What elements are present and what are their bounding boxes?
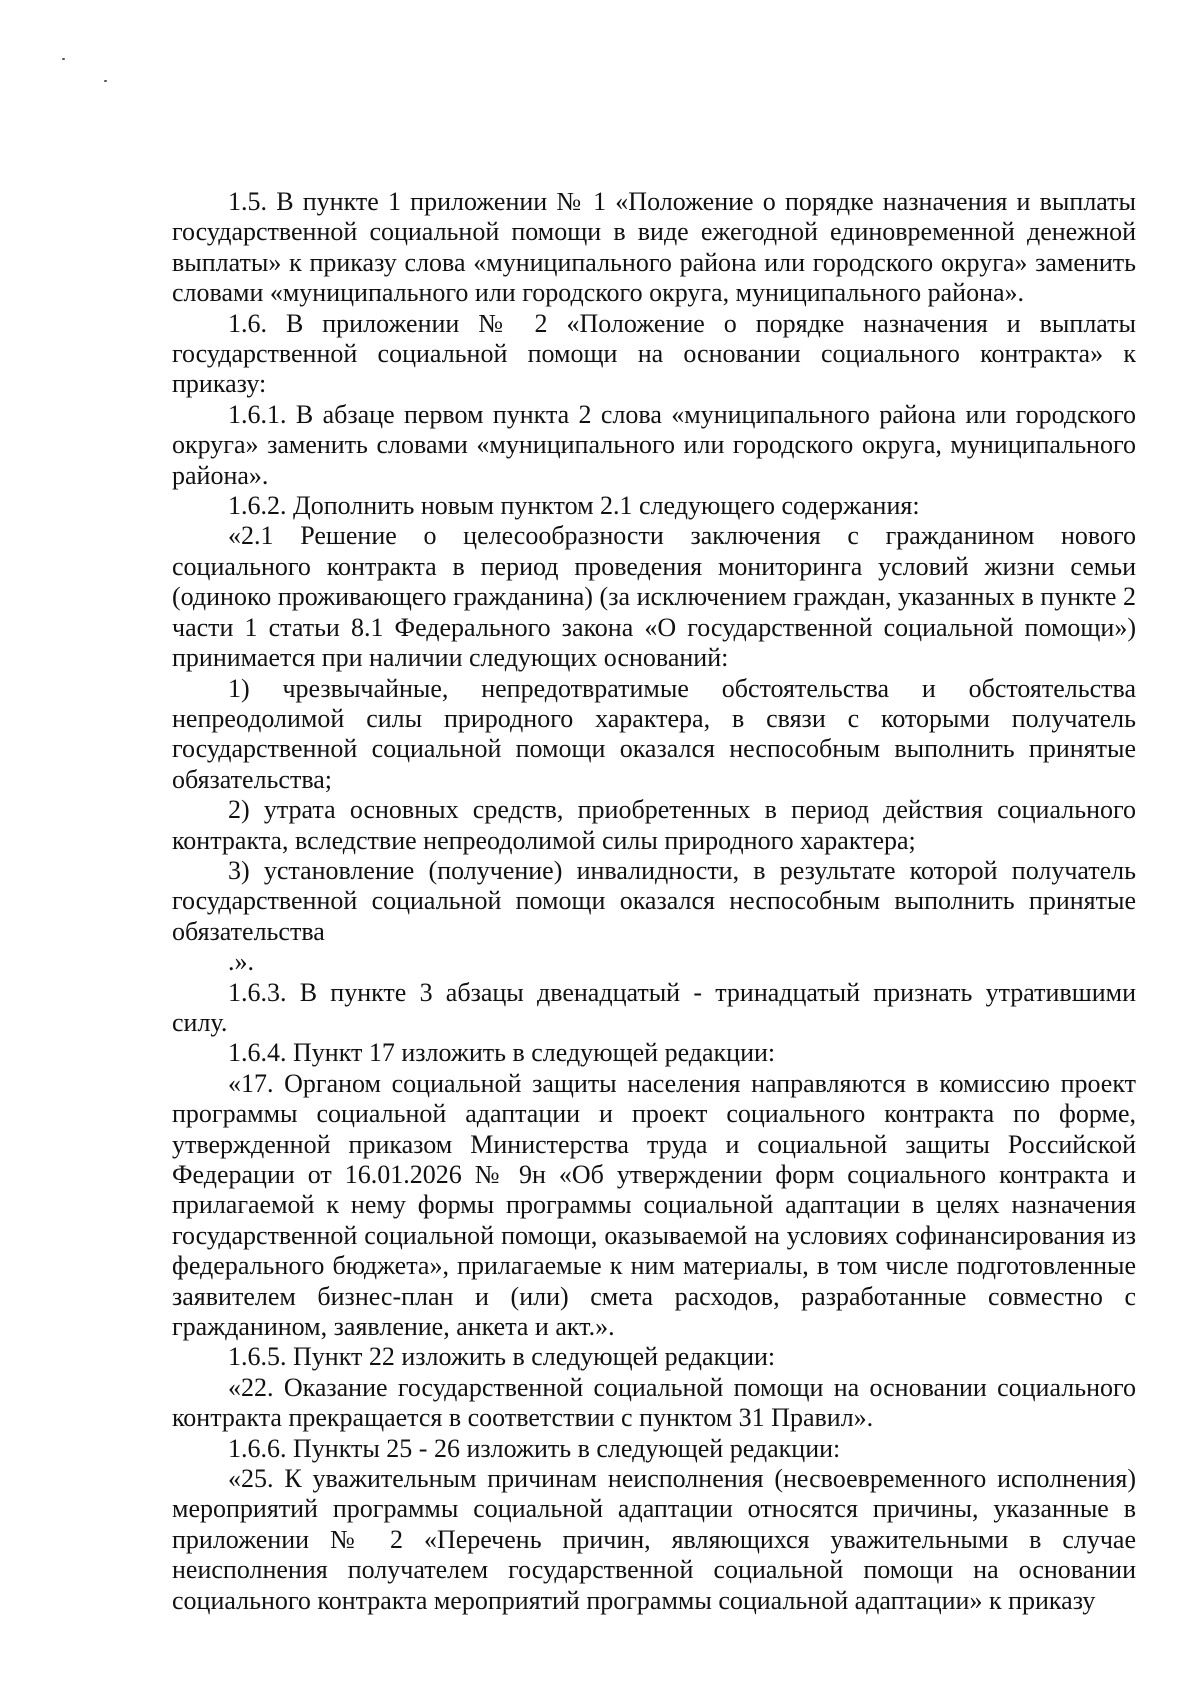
paragraph-22-quote: «22. Оказание государственной социальной помощи на основании социального контракта прекращается в соответствии с пунктом 31 Правил». bbox=[172, 1372, 1136, 1433]
paragraph-2-1-quote: «2.1 Решение о целесообразности заключения с гражданином нового социального контракта в период проведения мониторинга условий жизни семьи (одиноко проживающего гражданина) (за исключением граждан, указанных в пункте 2 части 1 статьи 8.1 Федерального закона «О государственной социальной помощи») принимается при наличии следующих оснований: bbox=[172, 521, 1136, 673]
paragraph-1-5: 1.5. В пункте 1 приложении № 1 «Положение о порядке назначения и выплаты государственной социальной помощи в виде ежегодной единовременной денежной выплаты» к приказу слова «муниципального района или городского округа» заменить словами «муниципального или городского округа, муниципального района». bbox=[172, 187, 1136, 308]
paragraph-1-6-1: 1.6.1. В абзаце первом пункта 2 слова «муниципального района или городского округа» заменить словами «муниципального или городского округа, муниципального района». bbox=[172, 399, 1136, 490]
scan-speck bbox=[62, 58, 65, 60]
document-body bbox=[172, 187, 1136, 1616]
paragraph-1-6-4: 1.6.4. Пункт 17 изложить в следующей редакции: bbox=[228, 1038, 776, 1068]
paragraph-25-quote: «25. К уважительным причинам неисполнения (несвоевременного исполнения) мероприятий программы социальной адаптации относятся причины, указанные в приложении № 2 «Перечень причин, являющихся уважительными в случае неисполнения получателем государственной социальной помощи на основании социального контракта мероприятий программы социальной адаптации» к приказу bbox=[172, 1464, 1136, 1615]
paragraph-1-6-2: 1.6.2. Дополнить новым пунктом 2.1 следующего содержания: bbox=[228, 491, 920, 521]
list-item-2: 2) утрата основных средств, приобретенных в период действия социального контракта, вследствие непреодолимой силы природного характера; bbox=[172, 795, 1136, 855]
paragraph-1-6: 1.6. В приложении № 2 «Положение о порядке назначения и выплаты государственной социальной помощи на основании социального контракта» к приказу: bbox=[172, 308, 1136, 399]
quote-end: .». bbox=[228, 947, 254, 977]
list-item-3: 3) установление (получение) инвалидности, в результате которой получатель государственной социальной помощи оказался неспособным выполнить принятые обязательства bbox=[172, 855, 1136, 946]
paragraph-1-6-3: 1.6.3. В пункте 3 абзацы двенадцатый - тринадцатый признать утратившими силу. bbox=[172, 977, 1136, 1037]
scan-speck bbox=[104, 80, 107, 82]
list-item-1: 1) чрезвычайные, непредотвратимые обстоятельства и обстоятельства непреодолимой силы природного характера, в связи с которыми получатель государственной социальной помощи оказался неспособным выполнить принятые обязательства; bbox=[172, 673, 1136, 794]
paragraph-1-6-5: 1.6.5. Пункт 22 изложить в следующей редакции: bbox=[228, 1342, 776, 1372]
paragraph-17-quote: «17. Органом социальной защиты населения направляются в комиссию проект программы социальной адаптации и проект социального контракта по форме, утвержденной приказом Министерства труда и социальной защиты Российской Федерации от 16.01.2026 № 9н «Об утверждении форм социального контракта и прилагаемой к нему формы программы социальной адаптации в целях назначения государственной социальной помощи, оказываемой на условиях софинансирования из федерального бюджета», прилагаемые к ним материалы, в том числе подготовленные заявителем бизнес-план и (или) смета расходов, разработанные совместно с гражданином, заявление, анкета и акт.». bbox=[172, 1068, 1136, 1342]
paragraph-1-6-6: 1.6.6. Пункты 25 - 26 изложить в следующей редакции: bbox=[228, 1433, 841, 1463]
